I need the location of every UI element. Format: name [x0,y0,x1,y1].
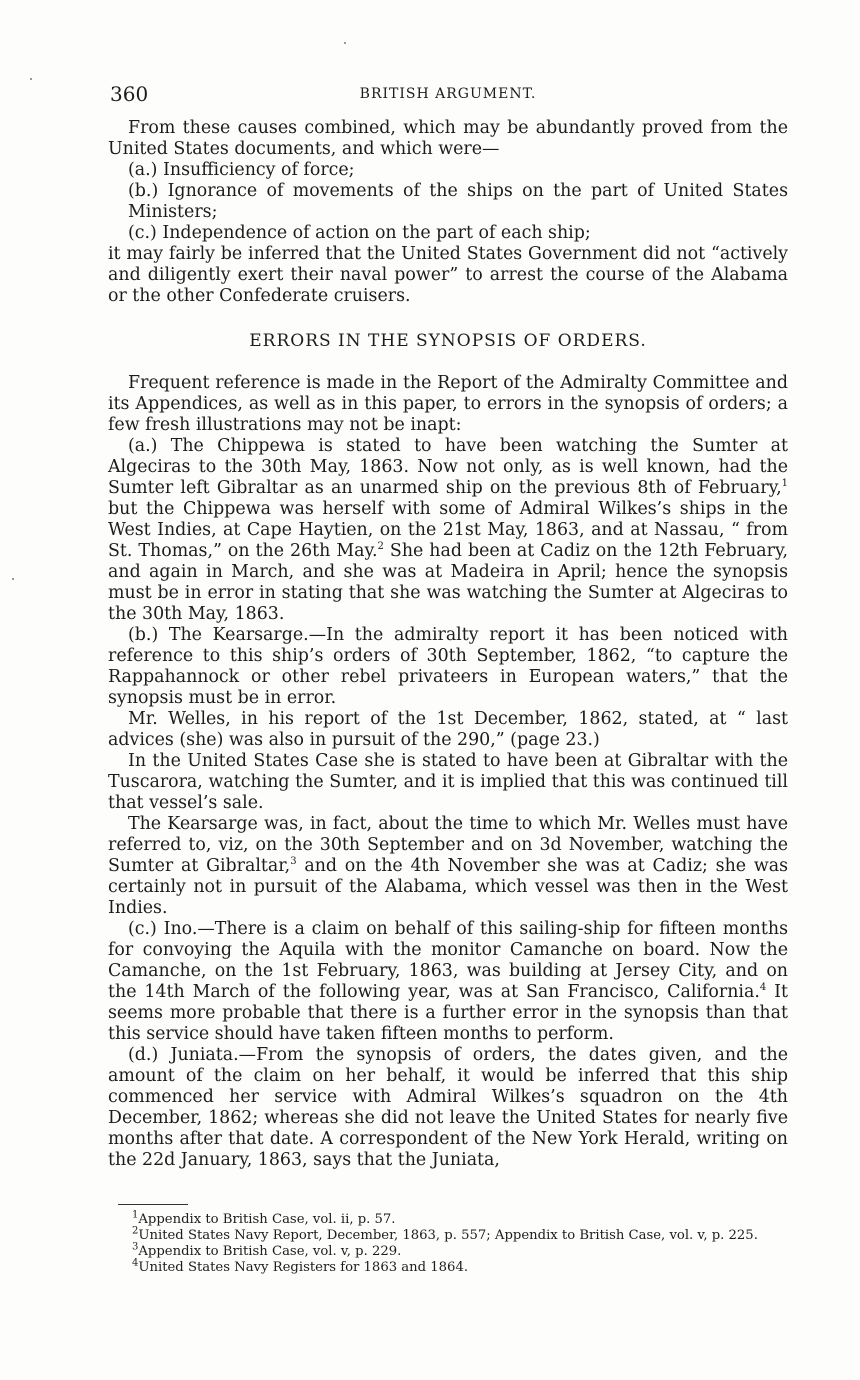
paragraph-frequent-reference: Frequent reference is made in the Report of the Admiralty Committee and its Appendices, as well as in this paper, to errors in the synopsis of orders; a few fresh illustrations may not be inapt: [108,373,788,435]
scan-speck [344,42,346,44]
running-head: BRITISH ARGUMENT. [359,86,537,102]
paragraph-ino: (c.) Ino.—There is a claim on behalf of this sailing-ship for fifteen months for convoying the Aquila with the monitor Camanche on board. Now the Camanche, on the 1st February, 1863, was building at Jersey City, and on the 14th March of the following year, was at San Francisco, California.$^4$ It seems more probable that there is a further error in the synopsis than that this service should have taken fifteen months to perform. [108,919,788,1044]
page-number: 360 [110,82,149,106]
footnote-2: $^2$United States Navy Report, December, 1863, p. 557; Appendix to British Case, vol. v, p. 225. [132,1225,758,1243]
footnote-rule [118,1204,188,1205]
paragraph-juniata: (d.) Juniata.—From the synopsis of orders, the dates given, and the amount of the claim on her behalf, it would be inferred that this ship commenced her service with Admiral Wilkes’s squadron on the 4th December, 1862; whereas she did not leave the United States for nearly five months after that date. A correspondent of the New York Herald, writing on the 22d January, 1863, says that the Juniata, [108,1045,788,1170]
intro-lead: From these causes combined, which may be abundantly proved from the United States documents, and which were— [108,118,788,159]
section-heading: ERRORS IN THE SYNOPSIS OF ORDERS. [249,331,647,351]
intro-item-b: (b.) Ignorance of movements of the ships on the part of United States Ministers; [128,181,788,222]
scan-speck [30,78,32,80]
paragraph-kearsarge: (b.) The Kearsarge.—In the admiralty report it has been noticed with reference to this ship’s orders of 30th September, 1862, “to capture the Rappahannock or other rebel privateers in European waters,” that the synopsis must be in error. [108,625,788,708]
intro-item-a: (a.) Insufficiency of force; [128,160,355,180]
footnote-ref-4: 4 [759,982,767,994]
footnote-ref-3: 3 [290,856,297,868]
footnote-ref-2: 2 [377,541,384,553]
footnote-ref-1: 1 [781,478,788,490]
footnote-3: $^3$Appendix to British Case, vol. v, p. 229. [132,1241,402,1259]
paragraph-us-case: In the United States Case she is stated to have been at Gibraltar with the Tuscarora, watching the Sumter, and it is implied that this was continued till that vessel’s sale. [108,751,788,813]
scan-speck [12,578,14,580]
intro-conclusion: it may fairly be inferred that the United States Government did not “actively and diligently exert their naval power” to arrest the course of the Alabama or the other Confederate cruisers. [108,244,788,306]
paragraph-chippewa: (a.) The Chippewa is stated to have been watching the Sumter at Algeciras to the 30th May, 1863. Now not only, as is well known, had the Sumter left Gibraltar as an unarmed ship on the previous 8th of February,$^1$ but the Chippewa was herself with some of Admiral Wilkes’s ships in the West Indies, at Cape Haytien, on the 21st May, 1863, and at Nassau, “ from St. Thomas,” on the 26th May.$^2$ She had been at Cadiz on the 12th February, and again in March, and she was at Madeira in April; hence the synopsis must be in error in stating that she was watching the Sumter at Algeciras to the 30th May, 1863. [108,436,788,624]
intro-item-c: (c.) Independence of action on the part of each ship; [128,223,591,243]
footnotes [116,1209,794,1276]
footnote-4: $^4$United States Navy Registers for 1863 and 1864. [132,1257,469,1275]
page-header [108,82,788,112]
page-body [108,82,788,1171]
footnote-1: $^1$Appendix to British Case, vol. ii, p. 57. [132,1209,396,1227]
paragraph-kearsarge-fact: The Kearsarge was, in fact, about the time to which Mr. Welles must have referred to, viz, on the 30th September and on 3d November, watching the Sumter at Gibraltar,$^3$ and on the 4th November she was at Cadiz; she was certainly not in pursuit of the Alabama, which vessel was then in the West Indies. [108,814,788,918]
paragraph-welles: Mr. Welles, in his report of the 1st December, 1862, stated, at “ last advices (she) was also in pursuit of the 290,” (page 23.) [108,709,788,750]
